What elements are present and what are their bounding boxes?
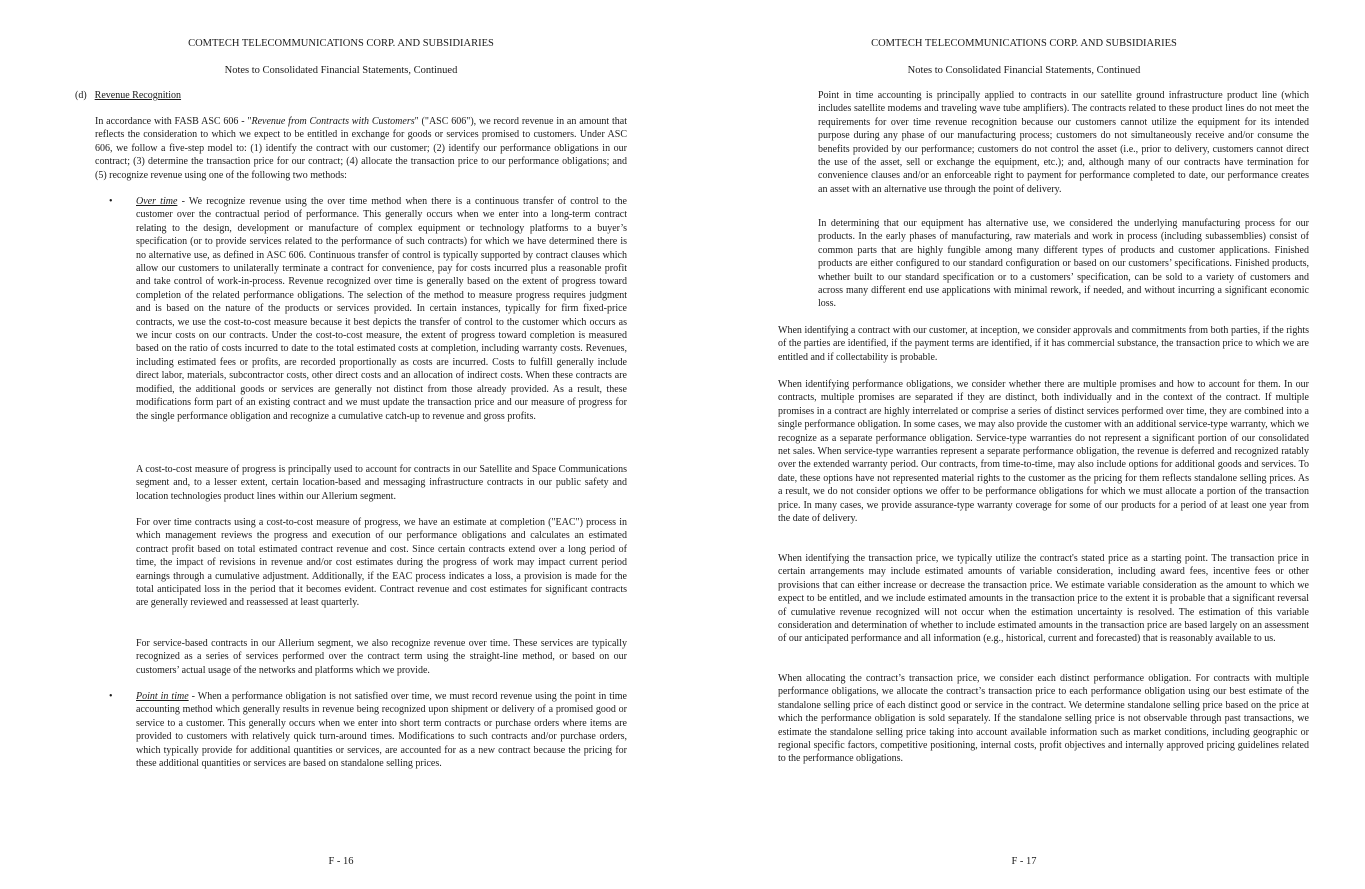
standard-title: Revenue from Contracts with Customers: [251, 116, 415, 127]
document-page-f17: [683, 0, 1365, 889]
allocating-price-paragraph: When allocating the contract’s transaction price, we consider each distinct performance obligation. For contracts with multiple performance obligations, we allocate the contract’s transaction price to each performance obligation using our best estimate of the standalone selling price of each distinct good or service in the contract. We determine standalone selling price based on the price at which the performance obligation is sold separately. If the standalone selling price is not observable through past transactions, we estimate the standalone selling price taking into account available information such as market conditions, including geographic or regional specific factors, competitive positioning, internal costs, profit objectives and internally approved pricing guidelines related to the performance obligations.: [778, 673, 1309, 765]
document-page-f16: [0, 0, 682, 889]
page-header-subtitle: Notes to Consolidated Financial Statements, Continued: [224, 65, 458, 76]
service-based-paragraph: For service-based contracts in our Allerium segment, we also recognize revenue over time. These services are typically recognized as a series of services performed over the contract term using the straight-line method, or based on our customers’ actual usage of the networks and platforms which we provide.: [136, 638, 627, 676]
page-header-company: COMTECH TELECOMMUNICATIONS CORP. AND SUBSIDIARIES: [188, 38, 494, 49]
over-time-text: - We recognize revenue using the over time method when there is a continuous transfer of control to the customer over the contractual period of performance. This generally occurs when we enter into a long-term contract relating to the design, development or manufacture of complex equipment or technology platforms to a buyer’s specification (or to provide services related to the performance of such contracts) for which we have determined there is no alternative use, as defined in ASC 606. Continuous transfer of control is typically supported by contract clauses which allow our customers to unilaterally terminate a contract for convenience, pay for costs incurred plus a reasonable profit and take control of work-in-process. Revenue recognized over time is generally based on the extent of progress toward completion of the related performance obligations. The selection of the method to measure progress requires judgment and is based on the nature of the products or services provided. In certain instances, typically for firm fixed-price contracts, we use the cost-to-cost measure because it best depicts the transfer of control to the customer which occurs as we incur costs on our contracts. Under the cost-to-cost measure, the extent of progress toward completion is measured based on the ratio of costs incurred to date to the total estimated costs at completion, including warranty costs. Revenues, including estimated fees or profits, are recorded proportionally as costs are incurred. Costs to fulfill generally include direct labor, materials, subcontractor costs, other direct costs and an allocation of indirect costs. When these contracts are modified, the additional goods or services are generally not distinct from those already provided. As a result, these modifications form part of an existing contract and we must update the transaction price and our measure of progress for the single performance obligation and recognize a cumulative catch-up to revenue and gross profits.: [136, 196, 627, 422]
bullet-icon: •: [109, 691, 113, 702]
performance-obligations-paragraph: When identifying performance obligations, we consider whether there are multiple promises and how to account for them. In our contracts, multiple promises are separated if they are distinct, both individually and in the context of the contract. If multiple promises in a contract are highly interrelated or comprise a series of distinct services performed over time, they are combined into a single performance obligation. In some cases, we may also provide the customer with an additional service-type warranty, which we recognize as a separate performance obligation. Service-type warranties do not represent a significant portion of our consolidated net sales. When service-type warranties represent a separate performance obligation, the revenue is deferred and recognized ratably over the extended warranty period. Our contracts, from time-to-time, may also include options for additional goods and services. To date, these options have not represented material rights to the customer as the pricing for them reflects standalone selling prices. As a result, we do not consider options we offer to be performance obligations for which we must allocate a portion of the transaction price. In many cases, we provide assurance-type warranty coverage for some of our products for a period of at least one year from the date of delivery.: [778, 379, 1309, 525]
page-number: F - 16: [328, 856, 354, 867]
page-number: F - 17: [1011, 856, 1037, 867]
identify-contract-paragraph: When identifying a contract with our customer, at inception, we consider approvals and commitments from both parties, if the rights of the parties are identified, if the payment terms are identified, if it has commercial substance, the transaction price to which we are entitled and if collectability is probable.: [778, 325, 1309, 363]
section-label: (d): [75, 90, 87, 101]
point-in-time-text: - When a performance obligation is not satisfied over time, we must record revenue using the point in time accounting method which generally results in revenue being recognized upon shipment or delivery of a promised good or service to a customer. This generally occurs when we enter into short term contracts or purchase orders where items are provided to customers with relatively quick turn-around times. Modifications to such contracts and/or purchase orders, which typically provide for additional quantities or services, are accounted for as a new contract because the pricing for these additional quantities or services are based on standalone selling prices.: [136, 691, 627, 770]
over-time-term: Over time: [136, 196, 178, 207]
transaction-price-paragraph: When identifying the transaction price, we typically utilize the contract's stated price as a starting point. The transaction price in certain arrangements may include estimated amounts of variable consideration, including award fees, incentive fees or other provisions that can either increase or decrease the transaction price. We estimate variable consideration as the amount to which we expect to be entitled, and we include estimated amounts in the transaction price to the extent it is probable that a significant reversal of cumulative revenue recognized will not occur when the estimation uncertainty is resolved. The estimation of this variable consideration and determination of whether to include estimated amounts in the transaction price are based largely on an assessment of our anticipated performance and all information (e.g., historical, current and forecasted) that is reasonably available to us.: [778, 553, 1309, 645]
section-title: Revenue Recognition: [94, 90, 182, 101]
bullet-icon: •: [109, 196, 113, 207]
point-in-time-accounting-paragraph: Point in time accounting is principally applied to contracts in our satellite ground infrastructure product line (which includes satellite modems and traveling wave tube amplifiers). The contracts related to these product lines do not meet the requirements for over time revenue recognition because our customers cannot utilize the equipment for its intended purpose during any phase of our manufacturing process; customers do not simultaneously receive and/or consume the benefits provided by our performance; customers do not control the asset (i.e., prior to delivery, customers cannot direct the use of the asset, sell or exchange the equipment, etc.); and, although many of our contracts have termination for convenience clauses and/or an enforceable right to payment for performance completed to date, our performance creates an asset with an alternative use through the point of delivery.: [818, 90, 1309, 195]
point-in-time-term: Point in time: [136, 691, 189, 702]
eac-paragraph: For over time contracts using a cost-to-cost measure of progress, we have an estimate at completion ("EAC") process in which management reviews the progress and execution of our performance obligations and calculates an estimated contract profit based on total estimated contract revenue and cost. Since certain contracts extend over a long period of time, the impact of revisions in revenue and/or cost estimates during the progress of work may impact current period earnings through a cumulative adjustment. Additionally, if the EAC process indicates a loss, a provision is made for the total anticipated loss in the period that it becomes evident. Contract revenue and cost estimates for significant contracts are generally reviewed and reassessed at least quarterly.: [136, 517, 627, 609]
page-header-company: COMTECH TELECOMMUNICATIONS CORP. AND SUBSIDIARIES: [871, 38, 1177, 49]
intro-text-start: In accordance with FASB ASC 606 - ": [95, 116, 252, 127]
intro-text-end: " ("ASC 606"), we record revenue in an amount that reflects the consideration to which we expect to be entitled in exchange for goods or services promised to customers. Under ASC 606, we follow a five-step model to: (1) identify the contract with our customer; (2) identify our performance obligations in our contract; (3) determine the transaction price for our contract; (4) allocate the transaction price to our performance obligations; and (5) recognize revenue using one of the following two methods:: [95, 116, 628, 181]
point-in-time-paragraph: [136, 690, 627, 770]
cost-to-cost-paragraph: A cost-to-cost measure of progress is principally used to account for contracts in our Satellite and Space Communications segment and, to a lesser extent, certain location-based and messaging infrastructure contracts in our public safety and location technologies product lines within our Allerium segment.: [136, 464, 627, 502]
alternative-use-paragraph: In determining that our equipment has alternative use, we considered the underlying manufacturing process for our products. In the early phases of manufacturing, raw materials and work in process (including subassemblies) consist of common parts that are highly fungible among many different types of products and customer applications. Finished products are either configured to our standard configuration or based on our customers’ specifications. Finished products, whether built to our standard specification or to a customers’ specification, can be sold to a variety of customers and across many different end use applications with minimal rework, if needed, and without incurring a significant economic loss.: [818, 218, 1309, 310]
intro-paragraph: [95, 115, 627, 182]
over-time-paragraph: [136, 195, 627, 423]
section-heading: [75, 89, 181, 102]
page-header-subtitle: Notes to Consolidated Financial Statements, Continued: [907, 65, 1141, 76]
